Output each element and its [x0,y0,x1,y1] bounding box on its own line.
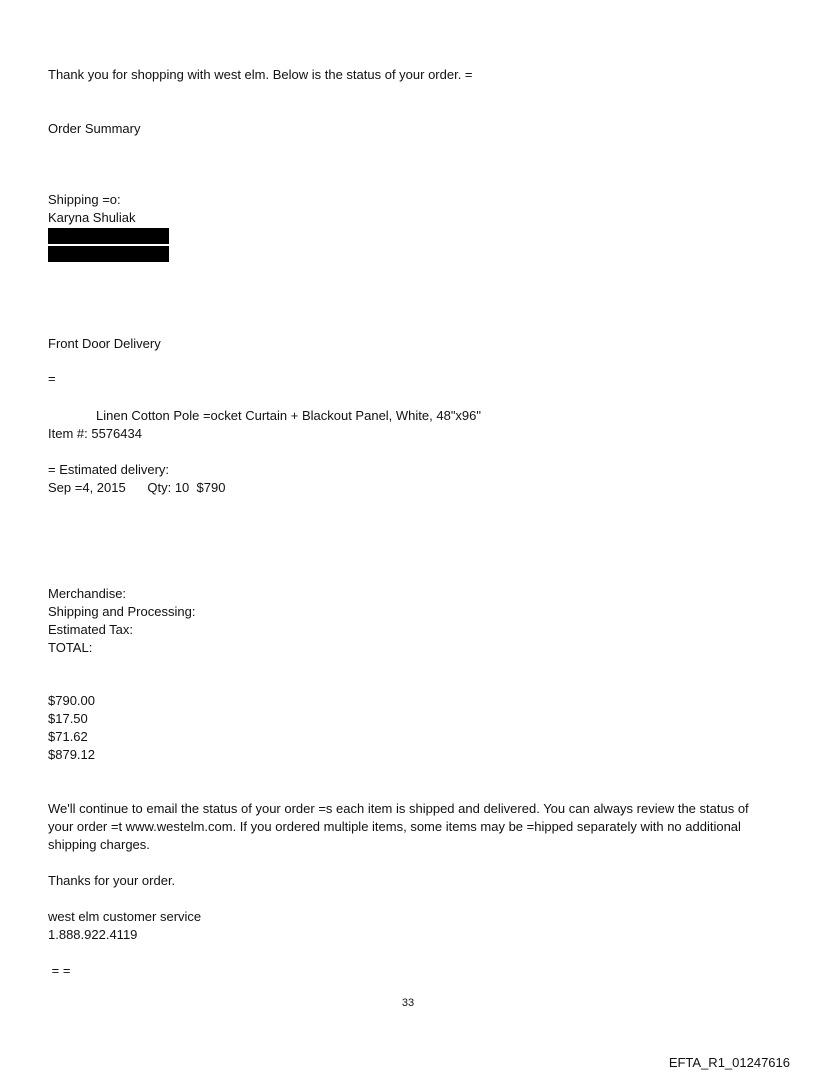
estimated-delivery-label: = Estimated delivery: [48,462,170,477]
delivery-date-qty-price: Sep =4, 2015 Qty: 10 $790 [48,480,226,495]
item-name: Linen Cotton Pole =ocket Curtain + Blackout Panel, White, 48"x96" [96,408,482,423]
recipient-name: Karyna Shuliak [48,210,136,225]
redaction-bar [48,246,169,262]
order-summary-heading: Order Summary [48,121,141,136]
closing-paragraph: We'll continue to email the status of your order =s each item is shipped and delivered. You can always review the status of your order =t www.westelm.com. If you ordered multiple items, some items may be =hipped separately with no additional shipping charges. [48,801,749,852]
signature-phone: 1.888.922.4119 [48,927,138,942]
document-id: EFTA_R1_01247616 [668,1055,790,1070]
signature-team: west elm customer service [48,909,202,924]
intro-text: Thank you for shopping with west elm. Below is the status of your order. = [48,67,473,82]
total-value: $879.12 [48,747,95,762]
total-label: TOTAL: [48,640,93,655]
shipping-to-label: Shipping =o: [48,192,121,207]
shipping-processing-value: $17.50 [48,711,88,726]
thanks-text: Thanks for your order. [48,873,176,888]
estimated-tax-label: Estimated Tax: [48,622,134,637]
page-number: 33 [401,997,415,1009]
delivery-method: Front Door Delivery [48,336,161,351]
merchandise-label: Merchandise: [48,586,127,601]
separator-mark: = [48,371,56,386]
shipping-processing-label: Shipping and Processing: [48,604,196,619]
item-number: Item #: 5576434 [48,426,142,441]
merchandise-value: $790.00 [48,693,95,708]
estimated-tax-value: $71.62 [48,729,88,744]
redaction-bar [48,228,169,244]
trailing-marks: = = [48,963,71,978]
